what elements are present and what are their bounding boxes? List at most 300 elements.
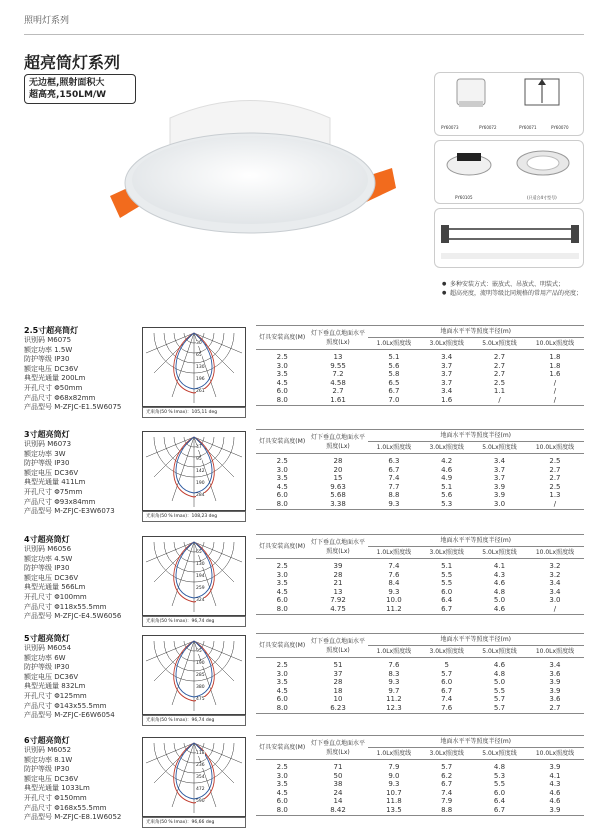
- light-distribution: [142, 737, 246, 833]
- col-header-sub: 10.0Lx照度线: [526, 547, 584, 559]
- table-cell: 3.7: [441, 378, 453, 387]
- table-cell: 3.2: [549, 562, 561, 570]
- illuminance-table: [256, 534, 584, 615]
- col-header-sub: 3.0Lx照度线: [420, 748, 473, 760]
- table-cell: 3.6: [549, 669, 561, 678]
- table-cell: 6.4: [441, 596, 453, 605]
- table-cell: 2.7: [493, 353, 506, 361]
- table-cell: 7.4: [441, 788, 453, 797]
- table-cell: 6.0: [493, 788, 506, 797]
- table-cell: 2.5: [493, 378, 506, 387]
- beam-angle-label: 光束角(50 % Imax)：108,23 deg: [142, 511, 246, 522]
- table-row: [256, 387, 584, 396]
- table-cell: 5.3: [493, 771, 506, 780]
- table-cell: 2.7: [549, 474, 561, 483]
- table-cell: 3.6: [549, 695, 561, 704]
- product-title: 3寸超亮筒灯: [24, 430, 70, 439]
- table-row: [256, 760, 584, 772]
- spec-line: 开孔尺寸 Φ75mm: [24, 487, 83, 496]
- col-header-sub: 3.0Lx照度线: [420, 547, 473, 559]
- table-cell: 5.3: [420, 500, 473, 509]
- polar-scale-label: 259: [196, 586, 205, 591]
- col-header-radius: 地面水平平等照度半径(m): [368, 634, 585, 646]
- table-row: [256, 483, 584, 492]
- spec-line: 开孔尺寸 Φ100mm: [24, 592, 87, 601]
- table-cell: 18: [333, 686, 343, 695]
- table-cell: 3.0: [276, 771, 288, 780]
- table-row: [256, 571, 584, 580]
- table-cell: 3.9: [549, 686, 561, 695]
- table-cell: 6.0: [276, 695, 288, 704]
- table-cell: 2.7: [332, 387, 344, 396]
- polar-scale-label: 472: [196, 787, 205, 792]
- table-cell: 7.9: [388, 763, 400, 771]
- table-cell: 6.7: [388, 465, 400, 474]
- table-cell: 3.9: [493, 482, 506, 491]
- table-row: [256, 454, 584, 466]
- polar-curve-diagram: [142, 737, 246, 817]
- table-cell: 8.0: [256, 806, 308, 815]
- col-header-sub: 1.0Lx照度线: [368, 547, 421, 559]
- table-cell: 5.7: [473, 704, 526, 713]
- table-cell: 3.0: [549, 596, 561, 605]
- polar-scale-label: 475: [196, 697, 205, 702]
- table-cell: /: [526, 500, 584, 509]
- table-cell: 3.7: [441, 361, 453, 370]
- table-cell: /: [526, 396, 584, 405]
- spec-list: [24, 633, 142, 721]
- polar-scale-label: 142: [196, 469, 205, 474]
- table-cell: 50: [333, 771, 343, 780]
- table-cell: 7.2: [332, 370, 344, 379]
- spec-line: 产品型号 M-ZFJC-E4.5W6056: [24, 612, 122, 621]
- table-row: [256, 491, 584, 500]
- table-cell: 3.9: [493, 491, 506, 500]
- table-cell: 5.0: [493, 596, 506, 605]
- table-cell: 13: [333, 353, 343, 361]
- table-cell: 5.7: [493, 695, 506, 704]
- table-cell: 6.3: [388, 457, 400, 465]
- table-cell: 38: [333, 780, 343, 789]
- table-cell: 5.5: [441, 570, 453, 579]
- spec-line: 典型光通量 566Lm: [24, 583, 86, 592]
- table-cell: 3.4: [549, 661, 561, 669]
- polar-scale-label: 590: [196, 799, 205, 804]
- table-cell: 4.6: [549, 797, 561, 806]
- table-row: [256, 500, 584, 509]
- col-header-height: 灯具安装高度(M): [256, 430, 308, 454]
- spec-line: 额定电压 DC36V: [24, 468, 79, 477]
- table-row: [256, 704, 584, 713]
- table-cell: 4.5: [276, 788, 288, 797]
- accessory-code-4: PY60070: [551, 125, 569, 130]
- table-cell: 6.0: [276, 797, 288, 806]
- table-cell: 4.8: [493, 763, 506, 771]
- table-row: [256, 579, 584, 588]
- spec-line: 额定功率 4.5W: [24, 554, 73, 563]
- table-row: [256, 559, 584, 571]
- mount-accessory-icon: [435, 73, 585, 123]
- polar-scale-label: 324: [196, 598, 205, 603]
- spec-line: 典型光通量 1033Lm: [24, 784, 90, 793]
- table-row: [256, 772, 584, 781]
- col-header-sub: 1.0Lx照度线: [368, 338, 421, 350]
- polar-scale-label: 65: [196, 353, 202, 358]
- table-cell: 5.5: [493, 686, 506, 695]
- col-header-sub: 10.0Lx照度线: [526, 646, 584, 658]
- col-header-center: 灯下垂直点地面水平照度(Lx): [308, 736, 367, 760]
- table-cell: 1.1: [493, 387, 506, 396]
- table-cell: 20: [333, 465, 343, 474]
- table-cell: 10: [333, 695, 343, 704]
- col-header-sub: 10.0Lx照度线: [526, 748, 584, 760]
- col-header-sub: 3.0Lx照度线: [420, 646, 473, 658]
- col-header-sub: 5.0Lx照度线: [473, 646, 526, 658]
- table-cell: 5.68: [330, 491, 346, 500]
- spec-line: 产品尺寸 Φ168x55.5mm: [24, 803, 107, 812]
- spec-line: 防护等级 IP30: [24, 765, 70, 774]
- illuminance-table: [256, 633, 584, 714]
- table-cell: /: [553, 387, 557, 396]
- table-cell: 3.4: [549, 587, 561, 596]
- polar-scale-label: 65: [196, 550, 202, 555]
- polar-scale-label: 284: [196, 493, 205, 498]
- table-row: [256, 350, 584, 362]
- table-cell: 3.4: [493, 457, 506, 465]
- spec-line: 识别码 M6073: [24, 440, 72, 448]
- table-row: [256, 658, 584, 670]
- table-cell: 9.3: [368, 500, 421, 509]
- spec-line: 典型光通量 832Lm: [24, 682, 86, 691]
- spec-line: 识别码 M6075: [24, 336, 72, 344]
- frame-accessory-icon: [435, 141, 585, 191]
- table-row: [256, 370, 584, 379]
- col-header-sub: 1.0Lx照度线: [368, 646, 421, 658]
- table-cell: 3.5: [276, 579, 288, 588]
- polar-scale-label: 95: [196, 457, 202, 462]
- accessory-code-3: PY60071: [519, 125, 537, 130]
- table-cell: 2.5: [276, 457, 288, 465]
- table-cell: 11.8: [386, 797, 402, 806]
- table-cell: 3.5: [276, 474, 288, 483]
- table-cell: 2.5: [549, 482, 561, 491]
- table-cell: 21: [333, 579, 343, 588]
- table-cell: 28: [333, 678, 343, 687]
- table-cell: 6.5: [388, 378, 400, 387]
- beam-angle-label: 光束角(50 % Imax)：105,11 deg: [142, 407, 246, 418]
- table-cell: 3.4: [549, 579, 561, 588]
- spec-list: [24, 534, 142, 622]
- table-cell: 1.3: [549, 491, 561, 500]
- polar-scale-label: 354: [196, 775, 205, 780]
- table-cell: 4.6: [441, 465, 453, 474]
- table-cell: 6.7: [441, 780, 453, 789]
- table-row: [256, 396, 584, 405]
- col-header-sub: 3.0Lx照度线: [420, 442, 473, 454]
- table-cell: 5.5: [493, 780, 506, 789]
- spec-line: 开孔尺寸 Φ125mm: [24, 691, 87, 700]
- accessory-panel-frame: [434, 140, 584, 204]
- light-distribution: [142, 431, 246, 527]
- table-cell: 28: [333, 457, 343, 465]
- downlight-product-image: [100, 88, 400, 288]
- table-cell: 3.0: [473, 500, 526, 509]
- table-cell: 4.6: [493, 661, 506, 669]
- table-cell: 3.0: [276, 361, 288, 370]
- col-header-height: 灯具安装高度(M): [256, 535, 308, 559]
- table-cell: 3.7: [493, 474, 506, 483]
- col-header-radius: 地面水平平等照度半径(m): [368, 430, 585, 442]
- polar-curve-diagram: [142, 635, 246, 715]
- spec-line: 防护等级 IP30: [24, 459, 70, 468]
- table-cell: 5.7: [441, 763, 453, 771]
- table-cell: 3.5: [276, 370, 288, 379]
- table-cell: 1.6: [549, 370, 561, 379]
- polar-scale-label: 30: [196, 341, 202, 346]
- light-distribution: [142, 635, 246, 731]
- table-row: [256, 780, 584, 789]
- table-cell: 11.2: [368, 605, 421, 614]
- table-cell: 39: [333, 562, 343, 570]
- polar-scale-label: 130: [196, 365, 205, 370]
- spec-line: 额定电压 DC36V: [24, 672, 79, 681]
- polar-scale-label: 285: [196, 673, 205, 678]
- table-cell: 6.2: [441, 771, 453, 780]
- spec-line: 识别码 M6054: [24, 644, 72, 652]
- series-label: 照明灯系列: [24, 16, 70, 26]
- spec-line: 额定功率 8.1W: [24, 755, 73, 764]
- spec-line: 额定功率 3W: [24, 449, 66, 458]
- spec-line: 产品型号 M-ZFJC-E3W6073: [24, 507, 115, 516]
- table-row: [256, 474, 584, 483]
- col-header-center: 灯下垂直点地面水平照度(Lx): [308, 634, 367, 658]
- accessory-note: (只适合4寸型号): [527, 195, 557, 200]
- spec-line: 产品型号 M-ZFJC-E8.1W6052: [24, 813, 122, 822]
- table-cell: 14: [333, 797, 343, 806]
- table-cell: 5.8: [388, 370, 400, 379]
- table-cell: 2.5: [276, 763, 288, 771]
- table-cell: 2.7: [493, 361, 506, 370]
- table-cell: 2.5: [276, 353, 288, 361]
- table-cell: 8.0: [256, 500, 308, 509]
- col-header-center: 灯下垂直点地面水平照度(Lx): [308, 430, 367, 454]
- table-cell: 4.1: [493, 562, 506, 570]
- accessory-code-1: PY60073: [441, 125, 459, 130]
- accessory-code-2: PY60072: [479, 125, 497, 130]
- page-title: 超亮筒灯系列: [24, 53, 121, 72]
- feature-item: ● 多种安装方式：嵌放式、吊放式、明装式；: [442, 280, 592, 289]
- table-cell: 71: [333, 763, 343, 771]
- spec-line: 防护等级 IP30: [24, 355, 70, 364]
- table-row: [256, 789, 584, 798]
- table-cell: 4.9: [441, 474, 453, 483]
- spec-line: 开孔尺寸 Φ50mm: [24, 383, 83, 392]
- table-cell: 6.7: [441, 686, 453, 695]
- table-cell: 4.2: [441, 457, 453, 465]
- spec-line: 识别码 M6056: [24, 545, 72, 553]
- table-row: [256, 588, 584, 597]
- polar-scale-label: 236: [196, 763, 205, 768]
- polar-scale-label: 196: [196, 377, 205, 382]
- polar-scale-label: 190: [196, 661, 205, 666]
- product-block: [24, 633, 584, 731]
- table-cell: 6.0: [276, 596, 288, 605]
- table-cell: 8.3: [388, 669, 400, 678]
- table-cell: 2.5: [276, 562, 288, 570]
- feature-item: ● 超高亮度，流明等级比同规格的常用产品的亮度；: [442, 289, 592, 298]
- table-cell: 4.75: [308, 605, 367, 614]
- table-cell: 9.0: [388, 771, 400, 780]
- accessory-panel-cables: [434, 208, 584, 268]
- table-cell: 8.42: [308, 806, 367, 815]
- beam-angle-label: 光束角(50 % Imax)：96,74 deg: [142, 616, 246, 627]
- table-cell: 4.6: [493, 579, 506, 588]
- spec-line: 产品尺寸 Φ93x84mm: [24, 497, 96, 506]
- spec-list: [24, 325, 142, 413]
- spec-line: 识别码 M6052: [24, 746, 72, 754]
- accessory-code-5: PY60105: [455, 195, 473, 200]
- table-cell: 9.55: [330, 361, 346, 370]
- table-row: [256, 466, 584, 475]
- table-row: [256, 670, 584, 679]
- table-cell: 6.23: [308, 704, 367, 713]
- table-cell: 3.0: [276, 465, 288, 474]
- spec-line: 额定电压 DC36V: [24, 573, 79, 582]
- polar-curve-diagram: [142, 327, 246, 407]
- table-cell: /: [553, 378, 557, 387]
- table-cell: 7.92: [330, 596, 346, 605]
- spec-line: 额定功率 6W: [24, 653, 66, 662]
- col-header-sub: 1.0Lx照度线: [368, 442, 421, 454]
- tagline-line-2: 超高亮,150LM/W: [29, 90, 107, 100]
- table-cell: 3.4: [441, 353, 453, 361]
- col-header-center: 灯下垂直点地面水平照度(Lx): [308, 535, 367, 559]
- table-cell: 3.9: [526, 806, 584, 815]
- table-cell: 8.8: [388, 491, 400, 500]
- table-cell: 2.5: [276, 661, 288, 669]
- table-row: [256, 797, 584, 806]
- spec-line: 产品型号 M-ZFJC-E1.5W6075: [24, 403, 122, 412]
- spec-line: 防护等级 IP30: [24, 564, 70, 573]
- col-header-sub: 5.0Lx照度线: [473, 547, 526, 559]
- product-block: [24, 429, 584, 527]
- table-cell: 5.6: [441, 491, 453, 500]
- beam-angle-label: 光束角(50 % Imax)：96,66 deg: [142, 817, 246, 828]
- tagline-line-1: 无边框,照射面积大: [29, 78, 105, 88]
- table-cell: 7.0: [368, 396, 421, 405]
- table-cell: 4.8: [493, 669, 506, 678]
- table-cell: 7.4: [441, 695, 453, 704]
- table-cell: 2.7: [493, 370, 506, 379]
- table-cell: 3.7: [493, 465, 506, 474]
- table-cell: 7.6: [388, 661, 400, 669]
- polar-scale-label: 190: [196, 481, 205, 486]
- table-cell: 5.1: [388, 353, 400, 361]
- col-header-sub: 5.0Lx照度线: [473, 748, 526, 760]
- table-cell: 13.5: [368, 806, 421, 815]
- table-row: [256, 362, 584, 371]
- polar-scale-label: 130: [196, 562, 205, 567]
- table-cell: 4.3: [549, 780, 561, 789]
- product-block: [24, 325, 584, 423]
- table-cell: 3.2: [549, 570, 561, 579]
- table-cell: 8.4: [388, 579, 400, 588]
- table-cell: 3.9: [549, 678, 561, 687]
- illuminance-table: [256, 325, 584, 406]
- table-row: [256, 806, 584, 815]
- spec-line: 额定电压 DC36V: [24, 774, 79, 783]
- beam-angle-label: 光束角(50 % Imax)：96,74 deg: [142, 715, 246, 726]
- table-cell: 8.0: [256, 704, 308, 713]
- table-cell: 5.5: [441, 579, 453, 588]
- accessory-panel-mount: [434, 72, 584, 136]
- col-header-sub: 5.0Lx照度线: [473, 338, 526, 350]
- table-cell: 6.0: [441, 587, 453, 596]
- spec-line: 额定功率 1.5W: [24, 345, 73, 354]
- table-cell: 8.0: [256, 396, 308, 405]
- table-cell: 4.5: [276, 378, 288, 387]
- table-cell: 5: [444, 661, 449, 669]
- product-title: 6寸超亮筒灯: [24, 736, 70, 745]
- table-cell: /: [473, 396, 526, 405]
- light-distribution: [142, 536, 246, 632]
- table-cell: 10.7: [386, 788, 402, 797]
- table-cell: 3.38: [308, 500, 367, 509]
- table-row: [256, 605, 584, 614]
- table-cell: 5.1: [441, 482, 453, 491]
- feature-list: [442, 280, 592, 298]
- header-divider: [24, 34, 584, 35]
- polar-scale-label: 118: [196, 751, 205, 756]
- table-cell: 1.8: [549, 353, 561, 361]
- spec-line: 开孔尺寸 Φ150mm: [24, 793, 87, 802]
- table-cell: /: [526, 605, 584, 614]
- col-header-center: 灯下垂直点地面水平照度(Lx): [308, 326, 367, 350]
- table-cell: 6.7: [473, 806, 526, 815]
- table-cell: 2.7: [549, 465, 561, 474]
- table-cell: 4.58: [330, 378, 346, 387]
- suspension-cable-icon: [435, 209, 585, 267]
- table-cell: 4.6: [549, 788, 561, 797]
- table-cell: 3.0: [276, 570, 288, 579]
- polar-scale-label: 95: [196, 649, 202, 654]
- spec-line: 产品尺寸 Φ118x55.5mm: [24, 602, 107, 611]
- spec-line: 额定电压 DC36V: [24, 364, 79, 373]
- table-cell: 5.1: [441, 562, 453, 570]
- table-row: [256, 678, 584, 687]
- table-cell: 9.3: [388, 587, 400, 596]
- col-header-sub: 1.0Lx照度线: [368, 748, 421, 760]
- table-row: [256, 596, 584, 605]
- table-cell: 1.6: [420, 396, 473, 405]
- table-cell: 3.0: [276, 669, 288, 678]
- table-cell: 7.6: [388, 570, 400, 579]
- table-cell: 8.0: [256, 605, 308, 614]
- table-cell: 3.9: [549, 763, 561, 771]
- col-header-sub: 10.0Lx照度线: [526, 338, 584, 350]
- table-cell: 5.7: [441, 669, 453, 678]
- table-cell: 3.5: [276, 678, 288, 687]
- col-header-sub: 3.0Lx照度线: [420, 338, 473, 350]
- table-cell: 5.6: [388, 361, 400, 370]
- table-cell: 2.7: [526, 704, 584, 713]
- table-cell: 3.5: [276, 780, 288, 789]
- product-title: 4寸超亮筒灯: [24, 535, 70, 544]
- table-cell: 3.4: [441, 387, 453, 396]
- spec-line: 防护等级 IP30: [24, 663, 70, 672]
- polar-scale-label: 47: [196, 445, 202, 450]
- polar-curve-diagram: [142, 431, 246, 511]
